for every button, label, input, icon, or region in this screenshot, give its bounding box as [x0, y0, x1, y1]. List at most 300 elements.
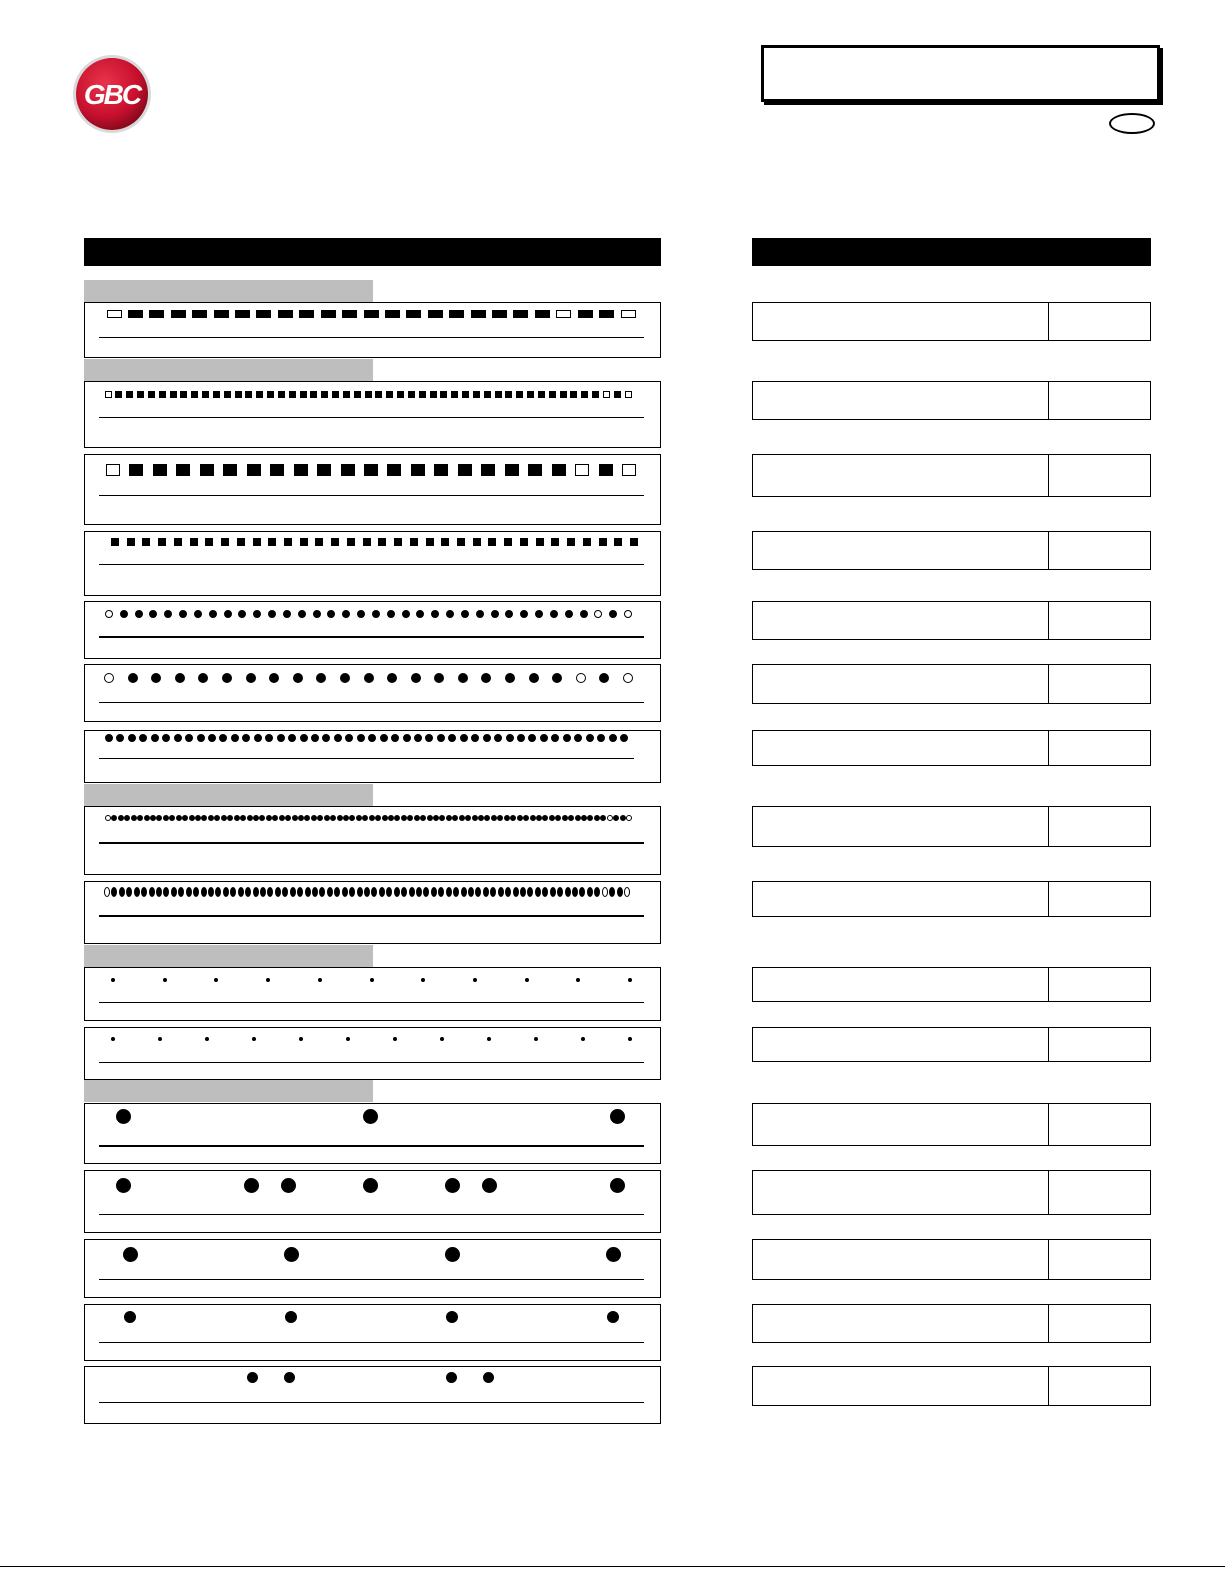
- punch-hole: [185, 734, 193, 742]
- punch-hole: [310, 391, 317, 398]
- punch-pattern-box: [84, 881, 661, 944]
- punch-hole: [186, 887, 192, 897]
- punch-hole: [285, 815, 291, 821]
- punch-hole: [317, 464, 331, 476]
- punch-hole: [364, 673, 374, 683]
- punch-pattern-box: [84, 302, 661, 358]
- punch-hole: [378, 538, 386, 546]
- punch-hole: [473, 538, 481, 546]
- punch-hole: [148, 391, 155, 398]
- punch-hole: [247, 1372, 258, 1383]
- punch-hole: [242, 734, 250, 742]
- punch-hole: [357, 734, 365, 742]
- punch-hole: [411, 464, 425, 476]
- punch-hole: [285, 1311, 297, 1323]
- punch-hole: [555, 815, 561, 821]
- punch-hole: [438, 887, 444, 897]
- edge-rule: [99, 1279, 644, 1280]
- edge-rule: [99, 564, 644, 565]
- punch-hole: [354, 391, 361, 398]
- punch-hole: [174, 734, 182, 742]
- punch-hole: [159, 391, 166, 398]
- punch-hole: [495, 391, 502, 398]
- punch-hole: [119, 887, 125, 897]
- punch-hole: [379, 887, 385, 897]
- edge-rule: [99, 1145, 644, 1147]
- punch-hole: [116, 1178, 131, 1193]
- punch-hole: [111, 978, 115, 982]
- open-hole: [105, 610, 113, 618]
- punch-pattern-box: [84, 454, 661, 525]
- punch-hole: [214, 815, 220, 821]
- punch-hole: [253, 887, 259, 897]
- punch-hole: [490, 887, 496, 897]
- punch-hole: [600, 815, 606, 821]
- punch-hole: [284, 1247, 299, 1262]
- punch-hole: [171, 887, 177, 897]
- punch-hole: [375, 815, 381, 821]
- punch-hole: [208, 815, 214, 821]
- punch-hole: [290, 887, 296, 897]
- punch-hole: [434, 464, 448, 476]
- punch-hole: [156, 887, 162, 897]
- punch-hole: [408, 391, 415, 398]
- punch-hole: [446, 1372, 457, 1383]
- punch-hole: [134, 887, 140, 897]
- reference-box: [752, 806, 1151, 847]
- punch-hole: [342, 610, 350, 618]
- punch-hole: [208, 887, 214, 897]
- punch-hole: [247, 815, 253, 821]
- punch-hole: [289, 391, 296, 398]
- punch-hole: [402, 610, 410, 618]
- punch-hole: [505, 673, 515, 683]
- punch-hole: [421, 978, 425, 982]
- punch-hole: [394, 887, 400, 897]
- punch-hole: [517, 815, 523, 821]
- punch-hole: [266, 815, 272, 821]
- punch-hole: [275, 887, 281, 897]
- punch-hole: [491, 815, 497, 821]
- edge-rule: [99, 1342, 644, 1343]
- reference-box: [752, 967, 1151, 1002]
- punch-hole: [550, 887, 556, 897]
- punch-hole: [144, 815, 150, 821]
- punch-hole: [267, 391, 274, 398]
- punch-hole: [266, 978, 270, 982]
- punch-hole: [128, 734, 136, 742]
- reference-code-cell: [1048, 1240, 1049, 1279]
- punch-hole: [311, 734, 319, 742]
- punch-hole: [416, 887, 422, 897]
- punch-hole: [319, 887, 325, 897]
- open-hole: [106, 464, 120, 476]
- punch-hole: [111, 815, 117, 821]
- punch-hole: [149, 887, 155, 897]
- punch-hole: [252, 1037, 256, 1041]
- punch-hole: [388, 815, 394, 821]
- open-hole: [621, 310, 636, 318]
- punch-hole: [202, 391, 209, 398]
- punch-hole: [628, 978, 632, 982]
- punch-hole: [330, 815, 336, 821]
- punch-hole: [401, 815, 407, 821]
- punch-hole: [128, 310, 143, 318]
- punch-hole: [565, 610, 573, 618]
- reference-code-cell: [1048, 731, 1049, 765]
- punch-hole: [517, 734, 525, 742]
- punch-hole: [446, 1311, 458, 1323]
- punch-hole: [535, 310, 550, 318]
- open-hole: [626, 815, 632, 821]
- punch-hole: [128, 673, 138, 683]
- reference-code-cell: [1048, 1305, 1049, 1342]
- reference-box: [752, 1170, 1151, 1215]
- punch-hole: [327, 610, 335, 618]
- punch-hole: [124, 815, 130, 821]
- open-hole: [556, 310, 571, 318]
- punch-hole: [247, 464, 261, 476]
- open-hole: [105, 815, 111, 821]
- punch-hole: [578, 310, 593, 318]
- punch-hole: [163, 887, 169, 897]
- punch-hole: [540, 734, 548, 742]
- punch-hole: [327, 887, 333, 897]
- punch-hole: [580, 610, 588, 618]
- punch-hole: [620, 815, 626, 821]
- punch-hole: [268, 538, 276, 546]
- punch-hole: [246, 673, 256, 683]
- punch-hole: [363, 538, 371, 546]
- punch-hole: [190, 538, 198, 546]
- punch-pattern-box: [84, 381, 661, 448]
- punch-hole: [126, 887, 132, 897]
- punch-hole: [482, 1178, 497, 1193]
- punch-hole: [587, 815, 593, 821]
- punch-hole: [488, 538, 496, 546]
- punch-hole: [599, 310, 614, 318]
- reference-code-cell: [1048, 807, 1049, 846]
- punch-hole: [118, 815, 124, 821]
- punch-hole: [528, 464, 542, 476]
- reference-box: [752, 881, 1151, 917]
- punch-hole: [581, 815, 587, 821]
- punch-hole: [551, 538, 559, 546]
- punch-hole: [153, 464, 167, 476]
- punch-hole: [316, 673, 326, 683]
- punch-hole: [156, 815, 162, 821]
- punch-hole: [169, 815, 175, 821]
- punch-hole: [253, 610, 261, 618]
- reference-box: [752, 302, 1151, 341]
- punch-hole: [318, 978, 322, 982]
- punch-hole: [491, 610, 499, 618]
- left-section-header: [84, 238, 661, 266]
- punch-hole: [198, 673, 208, 683]
- open-hole: [104, 887, 110, 897]
- reference-code-cell: [1048, 532, 1049, 569]
- punch-hole: [550, 610, 558, 618]
- punch-hole: [364, 310, 379, 318]
- punch-hole: [549, 815, 555, 821]
- reference-box: [752, 601, 1151, 640]
- punch-hole: [481, 464, 495, 476]
- punch-hole: [475, 887, 481, 897]
- punch-hole: [149, 610, 157, 618]
- punch-hole: [357, 887, 363, 897]
- punch-hole: [268, 610, 276, 618]
- punch-hole: [434, 673, 444, 683]
- punch-hole: [397, 391, 404, 398]
- language-code-oval: [1109, 113, 1155, 134]
- punch-hole: [449, 310, 464, 318]
- punch-hole: [170, 391, 177, 398]
- punch-hole: [163, 978, 167, 982]
- punch-hole: [237, 538, 245, 546]
- punch-hole: [116, 1109, 131, 1124]
- edge-rule: [99, 1402, 644, 1403]
- punch-hole: [111, 1037, 115, 1041]
- punch-hole: [583, 538, 591, 546]
- group-tab-2: [84, 359, 373, 381]
- punch-hole: [105, 734, 113, 742]
- punch-hole: [437, 734, 445, 742]
- punch-hole: [142, 538, 150, 546]
- punch-hole: [365, 391, 372, 398]
- punch-hole: [431, 887, 437, 897]
- punch-hole: [137, 815, 143, 821]
- punch-hole: [530, 815, 536, 821]
- title-box: [761, 45, 1160, 102]
- punch-hole: [594, 887, 600, 897]
- punch-hole: [284, 1372, 295, 1383]
- punch-hole: [504, 538, 512, 546]
- punch-hole: [244, 1178, 259, 1193]
- punch-hole: [610, 1178, 625, 1193]
- punch-hole: [235, 391, 242, 398]
- punch-hole: [288, 734, 296, 742]
- punch-hole: [484, 391, 491, 398]
- punch-hole: [527, 391, 534, 398]
- punch-hole: [256, 310, 271, 318]
- punch-hole: [386, 391, 393, 398]
- punch-hole: [528, 734, 536, 742]
- punch-hole: [372, 610, 380, 618]
- reference-code-cell: [1048, 968, 1049, 1001]
- punch-hole: [386, 887, 392, 897]
- edge-rule: [99, 1062, 644, 1063]
- edge-rule: [99, 337, 644, 338]
- punch-hole: [587, 887, 593, 897]
- punch-hole: [419, 391, 426, 398]
- punch-hole: [581, 391, 588, 398]
- punch-hole: [575, 815, 581, 821]
- punch-hole: [411, 673, 421, 683]
- punch-hole: [150, 815, 156, 821]
- punch-hole: [214, 310, 229, 318]
- punch-hole: [628, 1037, 632, 1041]
- punch-hole: [282, 887, 288, 897]
- punch-hole: [494, 734, 502, 742]
- punch-hole: [452, 815, 458, 821]
- punch-hole: [141, 887, 147, 897]
- punch-hole: [293, 673, 303, 683]
- punch-hole: [343, 815, 349, 821]
- punch-hole: [363, 1109, 378, 1124]
- punch-hole: [572, 887, 578, 897]
- punch-pattern-box: [84, 1027, 661, 1080]
- punch-hole: [393, 1037, 397, 1041]
- reference-code-cell: [1048, 1171, 1049, 1214]
- punch-hole: [410, 538, 418, 546]
- punch-hole: [245, 391, 252, 398]
- punch-hole: [120, 610, 128, 618]
- punch-hole: [439, 815, 445, 821]
- punch-hole: [431, 610, 439, 618]
- punch-hole: [428, 310, 443, 318]
- gbc-logo: [72, 54, 152, 134]
- punch-pattern-box: [84, 1170, 661, 1233]
- punch-hole: [536, 815, 542, 821]
- reference-box: [752, 531, 1151, 570]
- punch-hole: [510, 815, 516, 821]
- punch-hole: [461, 887, 467, 897]
- punch-hole: [205, 1037, 209, 1041]
- punch-hole: [304, 815, 310, 821]
- punch-hole: [238, 610, 246, 618]
- punch-hole: [215, 887, 221, 897]
- edge-rule: [99, 636, 644, 638]
- punch-hole: [221, 815, 227, 821]
- punch-hole: [357, 610, 365, 618]
- punch-hole: [599, 464, 613, 476]
- punch-hole: [394, 815, 400, 821]
- open-hole: [623, 673, 633, 683]
- punch-hole: [370, 978, 374, 982]
- punch-hole: [451, 391, 458, 398]
- punch-hole: [620, 734, 628, 742]
- punch-hole: [346, 1037, 350, 1041]
- punch-hole: [446, 610, 454, 618]
- punch-hole: [137, 391, 144, 398]
- reference-box: [752, 1103, 1151, 1146]
- punch-hole: [430, 391, 437, 398]
- punch-hole: [581, 1037, 585, 1041]
- punch-hole: [394, 538, 402, 546]
- punch-hole: [523, 815, 529, 821]
- punch-hole: [371, 887, 377, 897]
- punch-hole: [505, 610, 513, 618]
- punch-hole: [213, 391, 220, 398]
- reference-code-cell: [1048, 303, 1049, 340]
- punch-hole: [407, 815, 413, 821]
- punch-hole: [224, 610, 232, 618]
- punch-hole: [174, 538, 182, 546]
- punch-hole: [597, 734, 605, 742]
- punch-hole: [245, 887, 251, 897]
- punch-hole: [234, 815, 240, 821]
- punch-hole: [406, 310, 421, 318]
- reference-code-cell: [1048, 455, 1049, 496]
- punch-hole: [457, 538, 465, 546]
- punch-hole: [195, 815, 201, 821]
- punch-hole: [349, 815, 355, 821]
- punch-hole: [178, 887, 184, 897]
- punch-hole: [609, 887, 615, 897]
- punch-hole: [607, 1311, 619, 1323]
- punch-hole: [441, 538, 449, 546]
- punch-hole: [219, 734, 227, 742]
- punch-hole: [259, 815, 265, 821]
- open-hole: [576, 673, 586, 683]
- punch-hole: [504, 815, 510, 821]
- reference-box: [752, 1366, 1151, 1406]
- open-hole: [603, 391, 610, 398]
- punch-hole: [209, 610, 217, 618]
- punch-hole: [300, 391, 307, 398]
- punch-hole: [111, 538, 119, 546]
- punch-hole: [609, 734, 617, 742]
- punch-hole: [205, 538, 213, 546]
- punch-hole: [182, 815, 188, 821]
- punch-hole: [557, 887, 563, 897]
- open-hole: [607, 815, 613, 821]
- punch-hole: [201, 887, 207, 897]
- punch-hole: [349, 887, 355, 897]
- punch-hole: [162, 734, 170, 742]
- punch-hole: [403, 734, 411, 742]
- punch-hole: [356, 815, 362, 821]
- punch-hole: [505, 887, 511, 897]
- punch-hole: [599, 538, 607, 546]
- punch-hole: [270, 464, 284, 476]
- punch-hole: [483, 734, 491, 742]
- punch-hole: [425, 734, 433, 742]
- reference-code-cell: [1048, 602, 1049, 639]
- punch-hole: [610, 1109, 625, 1124]
- reference-code-cell: [1048, 1028, 1049, 1061]
- punch-hole: [269, 673, 279, 683]
- punch-hole: [599, 673, 609, 683]
- punch-hole: [240, 815, 246, 821]
- punch-hole: [536, 538, 544, 546]
- punch-hole: [342, 310, 357, 318]
- edge-rule: [99, 758, 634, 759]
- punch-pattern-box: [84, 1239, 661, 1298]
- punch-hole: [253, 815, 259, 821]
- punch-hole: [223, 887, 229, 897]
- punch-hole: [423, 887, 429, 897]
- punch-hole: [382, 815, 388, 821]
- punch-hole: [345, 734, 353, 742]
- punch-hole: [227, 815, 233, 821]
- punch-hole: [158, 538, 166, 546]
- punch-hole: [297, 887, 303, 897]
- punch-hole: [111, 887, 117, 897]
- punch-hole: [254, 734, 262, 742]
- punch-hole: [337, 815, 343, 821]
- punch-hole: [267, 887, 273, 897]
- punch-hole: [387, 673, 397, 683]
- punch-hole: [529, 673, 539, 683]
- open-hole: [624, 887, 630, 897]
- punch-hole: [334, 734, 342, 742]
- punch-hole: [409, 887, 415, 897]
- punch-hole: [191, 391, 198, 398]
- punch-hole: [300, 734, 308, 742]
- punch-hole: [294, 464, 308, 476]
- punch-hole: [180, 391, 187, 398]
